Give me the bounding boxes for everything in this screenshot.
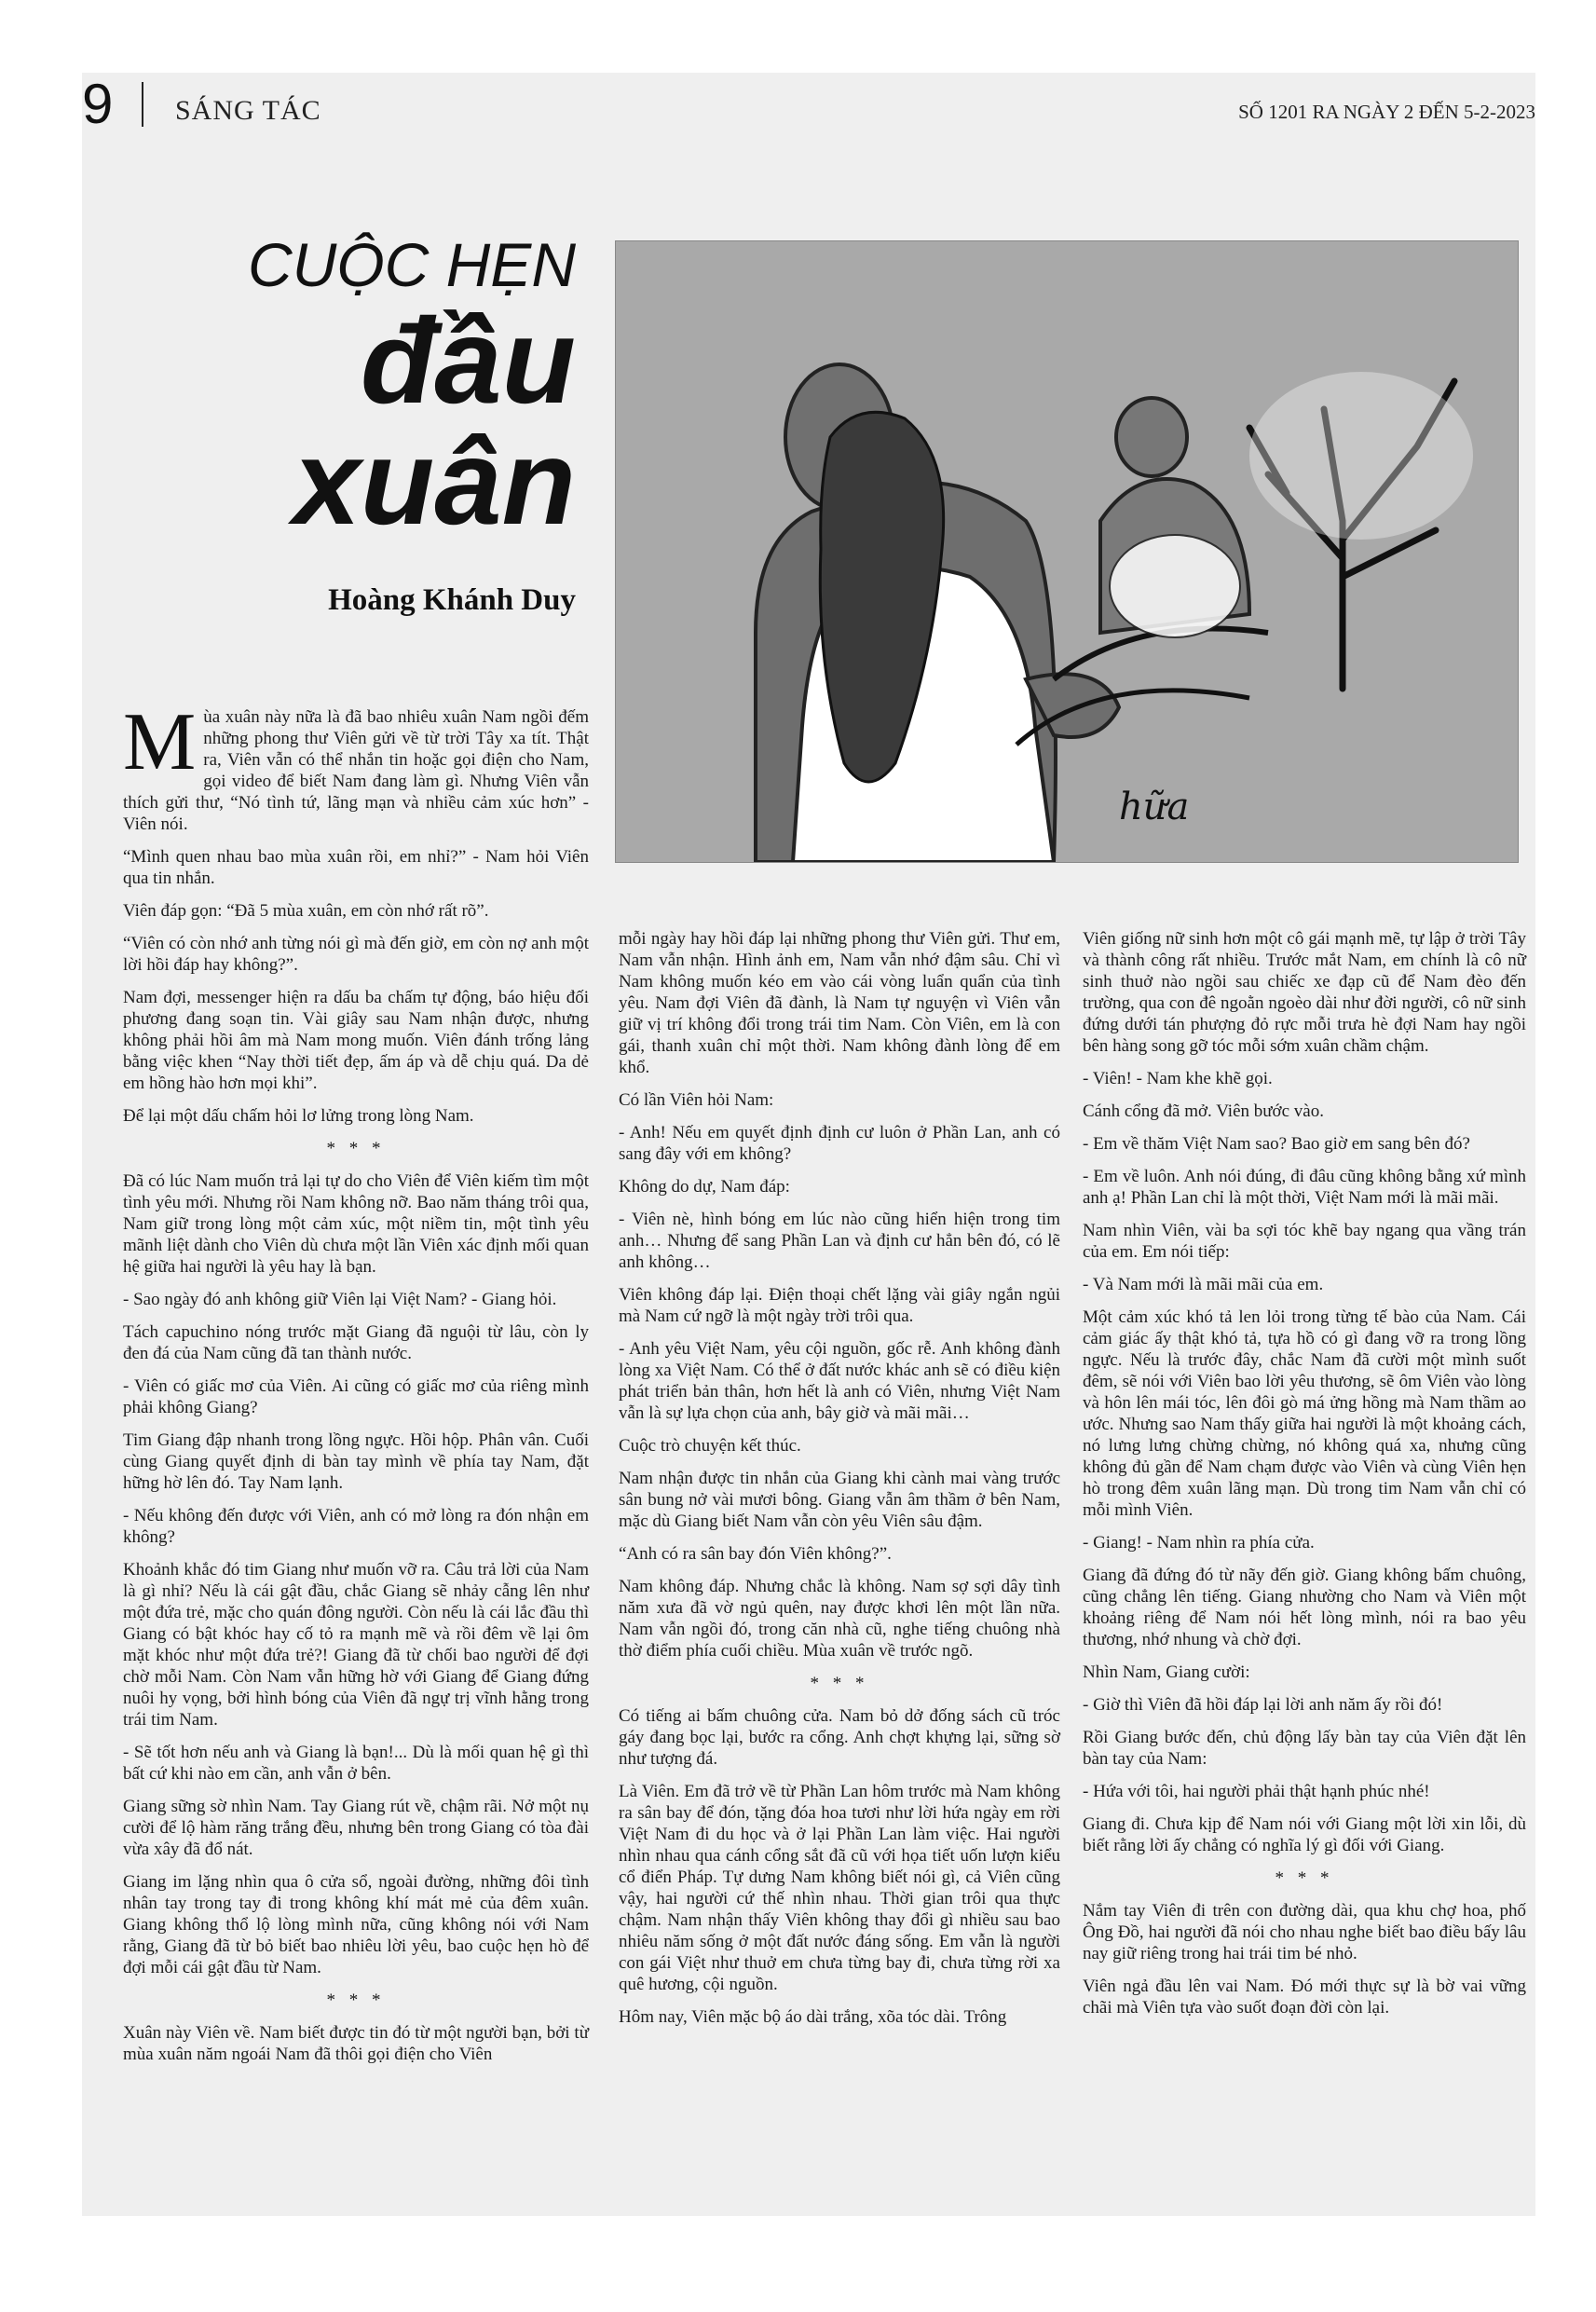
article-illustration bbox=[615, 240, 1519, 863]
article-paragraph: Đã có lúc Nam muốn trả lại tự do cho Viên để Viên kiếm tìm một tình yêu mới. Nhưng rồi Nam không nỡ. Bao năm tháng trôi qua, Nam giữ trong lòng một cảm xúc, một niềm tin, một tình yêu mãnh liệt dành cho Viên dù chưa một lần Viên xác định mối quan hệ giữa hai người là yêu hay là bạn. bbox=[123, 1171, 589, 1277]
page-number: 9 bbox=[82, 73, 114, 135]
article-paragraph: Viên đáp gọn: “Đã 5 mùa xuân, em còn nhớ rất rõ”. bbox=[123, 901, 489, 921]
illustration-signature: hữa bbox=[1119, 786, 1190, 828]
article-paragraph: - Em về luôn. Anh nói đúng, đi đâu cũng không bằng xứ mình anh ạ! Phần Lan chỉ là một thời, Việt Nam mới là mãi mãi. bbox=[1083, 1167, 1526, 1208]
article-paragraph: - Và Nam mới là mãi mãi của em. bbox=[1083, 1275, 1324, 1294]
header-divider bbox=[142, 82, 143, 127]
article-paragraph: Viên không đáp lại. Điện thoại chết lặng vài giây ngắn ngủi mà Nam cứ ngỡ là một ngày trời trôi qua. bbox=[619, 1285, 1060, 1326]
article-paragraph: Tim Giang đập nhanh trong lồng ngực. Hồi hộp. Phân vân. Cuối cùng Giang quyết định di bàn tay mình về phía tay Nam, đặt hững hờ lên đó. Tay Nam lạnh. bbox=[123, 1430, 589, 1493]
article-paragraph: Viên giống nữ sinh hơn một cô gái mạnh mẽ, tự lập ở trời Tây và thành công rất nhiều. Trước mắt Nam, em chính là cô nữ sinh thuở nào ngồi sau chiếc xe đạp cũ để Nam đèo đến trường, qua con đê ngoằn ngoèo dài như đời người, cô nữ sinh đứng dưới tán phượng đỏ rực mỗi trưa hè đợi Nam hay ngồi bên hàng song gỡ tóc mỗi sớm xuân chầm chậm. bbox=[1083, 929, 1526, 1056]
illustration-drawing bbox=[616, 241, 1518, 862]
article-paragraph: Nhìn Nam, Giang cười: bbox=[1083, 1662, 1250, 1682]
article-paragraph: Nam không đáp. Nhưng chắc là không. Nam sợ sợi dây tình năm xưa đã vờ ngủ quên, nay được khơi lên một lần nữa. Nam vẫn ngồi đó, trong căn nhà cũ, nghe tiếng chuông nhà thờ điểm phía cuối chiều. Mùa xuân về trước ngõ. bbox=[619, 1577, 1060, 1661]
article-paragraph: mỗi ngày hay hồi đáp lại những phong thư Viên gửi. Thư em, Nam vẫn nhận. Hình ảnh em, Nam vẫn nhớ đậm sâu. Chỉ vì Nam không muốn kéo em vào cái vòng luẩn quẩn của tình yêu. Nam đợi Viên đã đành, là Nam tự nguyện vì Viên vẫn giữ vị trí không đổi trong trái tim Nam. Còn Viên, em là con gái, thanh xuân chỉ một thời. Nam không đành lòng để em khổ. bbox=[619, 929, 1060, 1077]
article-paragraph: Là Viên. Em đã trở về từ Phần Lan hôm trước mà Nam không ra sân bay để đón, tặng đóa hoa tươi như lời hứa ngày em rời Việt Nam đi du học và ở lại Phần Lan làm việc. Hai người nhìn nhau qua cánh cổng sắt đã cũ với họa tiết uốn lượn kiểu cổ điển Pháp. Tự dưng Nam không biết nói gì, cả Viên cũng vậy, hai người cứ thế nhìn nhau. Thời gian trôi qua thực chậm. Nam nhận thấy Viên không thay đổi gì nhiều sau bao nhiêu năm sống ở một đất nước đáng sống. Em vẫn là người con gái Việt như thuở em chưa từng bay đi, chưa từng rời xa quê hương, cội nguồn. bbox=[619, 1782, 1060, 1994]
article-paragraph: - Giờ thì Viên đã hồi đáp lại lời anh năm ấy rồi đó! bbox=[1083, 1695, 1443, 1715]
article-paragraph: “Anh có ra sân bay đón Viên không?”. bbox=[619, 1544, 892, 1564]
article-paragraph: - Viên có giấc mơ của Viên. Ai cũng có giấc mơ của riêng mình phải không Giang? bbox=[123, 1376, 589, 1417]
article-paragraph: Có lần Viên hỏi Nam: bbox=[619, 1090, 774, 1110]
first-paragraph-text: ùa xuân này nữa là đã bao nhiêu xuân Nam ngồi đếm những phong thư Viên gửi về từ trời Tây xa tít. Thật ra, Viên vẫn có thể nhắn tin hoặc gọi điện cho Nam, gọi video để biết Nam đang làm gì. Nhưng Viên vẫn thích gửi thư, “Nó tình tứ, lãng mạn và nhiều cảm xúc hơn” - Viên nói. bbox=[123, 707, 589, 834]
article-paragraph: Giang đã đứng đó từ nãy đến giờ. Giang không bấm chuông, cũng chẳng lên tiếng. Giang nhường cho Nam và Viên một khoảng riêng để Nam nói hết lòng mình, nói ra bao yêu thương, nhớ nhung và chờ đợi. bbox=[1083, 1566, 1526, 1649]
article-paragraph: Hôm nay, Viên mặc bộ áo dài trắng, xõa tóc dài. Trông bbox=[619, 2007, 1007, 2027]
article-column-1 bbox=[123, 697, 589, 2076]
article-paragraph: Cuộc trò chuyện kết thúc. bbox=[619, 1436, 801, 1456]
section-label: SÁNG TÁC bbox=[175, 95, 321, 126]
section-separator: * * * bbox=[1275, 1868, 1334, 1888]
article-paragraph: - Viên! - Nam khe khẽ gọi. bbox=[1083, 1069, 1273, 1088]
article-paragraph: Nam nhìn Viên, vài ba sợi tóc khẽ bay ngang qua vầng trán của em. Em nói tiếp: bbox=[1083, 1221, 1526, 1262]
section-separator: * * * bbox=[326, 1991, 386, 2010]
article-paragraph: Rồi Giang bước đến, chủ động lấy bàn tay của Viên đặt lên bàn tay của Nam: bbox=[1083, 1728, 1526, 1769]
rider-head-shape bbox=[1116, 398, 1187, 476]
flower-bouquet-shape bbox=[1110, 535, 1240, 637]
article-paragraph: Giang im lặng nhìn qua ô cửa sổ, ngoài đường, những đôi tình nhân tay trong tay đi trong không khí mát mẻ của đêm xuân. Giang không thổ lộ lòng mình nữa, cũng không nói với Nam rằng, Giang đã từ bỏ biết bao nhiêu lời yêu, bao cuộc hẹn hò để đợi mỗi cái gật đầu từ Nam. bbox=[123, 1872, 589, 1977]
article-paragraph: Nắm tay Viên đi trên con đường dài, qua khu chợ hoa, phố Ông Đồ, hai người đã nói cho nhau nghe biết bao điều bấy lâu nay giữ riêng trong hai trái tim bé nhỏ. bbox=[1083, 1901, 1526, 1963]
article-paragraph: - Sao ngày đó anh không giữ Viên lại Việt Nam? - Giang hỏi. bbox=[123, 1290, 557, 1309]
article-paragraph: - Sẽ tốt hơn nếu anh và Giang là bạn!... Dù là mối quan hệ gì thì bất cứ khi nào em cần, anh vẫn ở bên. bbox=[123, 1743, 589, 1784]
issue-info: SỐ 1201 RA NGÀY 2 ĐẾN 5-2-2023 bbox=[1238, 101, 1535, 123]
article-column-3 bbox=[1083, 928, 1526, 2030]
article-paragraph: Không do dự, Nam đáp: bbox=[619, 1177, 790, 1197]
section-separator: * * * bbox=[326, 1139, 386, 1158]
section-separator: * * * bbox=[810, 1674, 869, 1693]
article-paragraph: Nam nhận được tin nhắn của Giang khi cành mai vàng trước sân bung nở vài mươi bông. Giang vẫn âm thầm ở bên Nam, mặc dù Giang biết Nam vẫn còn yêu Viên sâu đậm. bbox=[619, 1469, 1060, 1531]
title-line-2: đầu bbox=[360, 293, 576, 429]
article-paragraph: - Nếu không đến được với Viên, anh có mở lòng ra đón nhận em không? bbox=[123, 1506, 589, 1547]
article-paragraph: Cánh cổng đã mở. Viên bước vào. bbox=[1083, 1101, 1324, 1121]
article-paragraph: - Viên nè, hình bóng em lúc nào cũng hiển hiện trong tim anh… Nhưng để sang Phần Lan và định cư hẳn bên đó, có lẽ anh không… bbox=[619, 1210, 1060, 1272]
article-paragraph: Viên ngả đầu lên vai Nam. Đó mới thực sự là bờ vai vững chãi mà Viên tựa vào suốt đoạn đời còn lại. bbox=[1083, 1977, 1526, 2018]
title-line-3: xuân bbox=[293, 414, 576, 550]
article-paragraph: Tách capuchino nóng trước mặt Giang đã nguội từ lâu, còn ly đen đá của Nam cũng đã tan thành nước. bbox=[123, 1322, 589, 1363]
drop-cap: M bbox=[123, 697, 197, 787]
article-paragraph: Để lại một dấu chấm hỏi lơ lửng trong lòng Nam. bbox=[123, 1106, 474, 1126]
article-paragraph: Khoảnh khắc đó tim Giang như muốn vỡ ra. Câu trả lời của Nam là gì nhỉ? Nếu là cái gật đầu, chắc Giang sẽ nhảy cẫng lên như một đứa trẻ, mặc cho quán đông người. Còn nếu là cái lắc đầu thì Giang có bật khóc hay cố tỏ ra mạnh mẽ và rồi đêm về lại ôm mặt khóc như một đứa trẻ?! Giang đã từ chối bao người để đợi chờ mỗi Nam. Còn Nam vẫn hững hờ với Giang để Giang đứng nuôi hy vọng, bởi hình bóng của Viên đã ngự trị vĩnh hằng trong trái tim Nam. bbox=[123, 1560, 589, 1730]
article-paragraph: Xuân này Viên về. Nam biết được tin đó từ một người bạn, bởi từ mùa xuân năm ngoái Nam đã thôi gọi điện cho Viên bbox=[123, 2023, 589, 2064]
article-paragraph: Có tiếng ai bấm chuông cửa. Nam bỏ dở đống sách cũ tróc gáy đang bọc lại, bước ra cổng. Anh chợt khựng lại, sững sờ như tượng đá. bbox=[619, 1706, 1060, 1769]
article-paragraph: Một cảm xúc khó tả len lỏi trong từng tế bào của Nam. Cái cảm giác ấy thật khó tả, tựa hồ có gì đang vỡ ra trong lồng ngực. Nếu là trước đây, chắc Nam đã cười một mình suốt đêm, sẽ nói với Viên bao lời yêu thương, sẽ ôm Viên vào lòng và hôn lên mái tóc, lên đôi gò má ửng hồng mà Nam thầm ao ước. Nhưng sao Nam thấy giữa hai người là một khoảng cách, nó lưng lưng chừng chừng, nó không quá xa, nhưng cũng không đủ gần để Nam chạm được vào Viên và cùng Viên hẹn hò trong đêm xuân lãng mạn. Dù trong tim Nam vẫn chỉ có mỗi mình Viên. bbox=[1083, 1307, 1526, 1520]
article-paragraph: Nam đợi, messenger hiện ra dấu ba chấm tự động, báo hiệu đối phương đang soạn tin. Vài giây sau Nam nhận được, nhưng không phải hồi âm mà Nam mong muốn. Viên đánh trống lảng bằng việc khen “Nay thời tiết đẹp, ấm áp và dễ chịu quá. Da dẻ em hồng hào hơn mọi khi”. bbox=[123, 988, 589, 1093]
blossom-tree-flowers bbox=[1249, 372, 1473, 540]
article-paragraph: - Giang! - Nam nhìn ra phía cửa. bbox=[1083, 1533, 1315, 1553]
article-paragraph: “Viên có còn nhớ anh từng nói gì mà đến giờ, em còn nợ anh một lời hồi đáp hay không?”. bbox=[123, 934, 589, 975]
newspaper-page bbox=[82, 73, 1535, 2216]
article-paragraph: - Anh yêu Việt Nam, yêu cội nguồn, gốc rễ. Anh không đành lòng xa Việt Nam. Có thể ở đất nước khác anh sẽ có điều kiện phát triển bản thân, hơn hết là anh có Viên, nhưng Việt Nam vẫn là sự lựa chọn của anh, bây giờ và mãi mãi… bbox=[619, 1339, 1060, 1423]
article-paragraph: - Hứa với tôi, hai người phải thật hạnh phúc nhé! bbox=[1083, 1782, 1430, 1801]
article-column-2 bbox=[619, 928, 1060, 2039]
article-paragraph: - Em về thăm Việt Nam sao? Bao giờ em sang bên đó? bbox=[1083, 1134, 1470, 1154]
title-line-1: CUỘC HẸN bbox=[247, 230, 576, 299]
article-paragraph: Giang đi. Chưa kịp để Nam nói với Giang một lời xin lỗi, dù biết rằng lời ấy chẳng có nghĩa lý gì đối với Giang. bbox=[1083, 1814, 1526, 1855]
article-paragraph: Giang sững sờ nhìn Nam. Tay Giang rút về, chậm rãi. Nở một nụ cười để lộ hàm răng trắng đều, nhưng bên trong Giang có tòa đài vừa xây đã đổ nát. bbox=[123, 1797, 589, 1859]
article-paragraph: “Mình quen nhau bao mùa xuân rồi, em nhỉ?” - Nam hỏi Viên qua tin nhắn. bbox=[123, 847, 589, 888]
article-paragraph: - Anh! Nếu em quyết định định cư luôn ở Phần Lan, anh có sang đây với em không? bbox=[619, 1123, 1060, 1164]
article-paragraph bbox=[123, 697, 589, 835]
illustration-background bbox=[616, 241, 1518, 862]
author-name: Hoàng Khánh Duy bbox=[328, 583, 576, 617]
